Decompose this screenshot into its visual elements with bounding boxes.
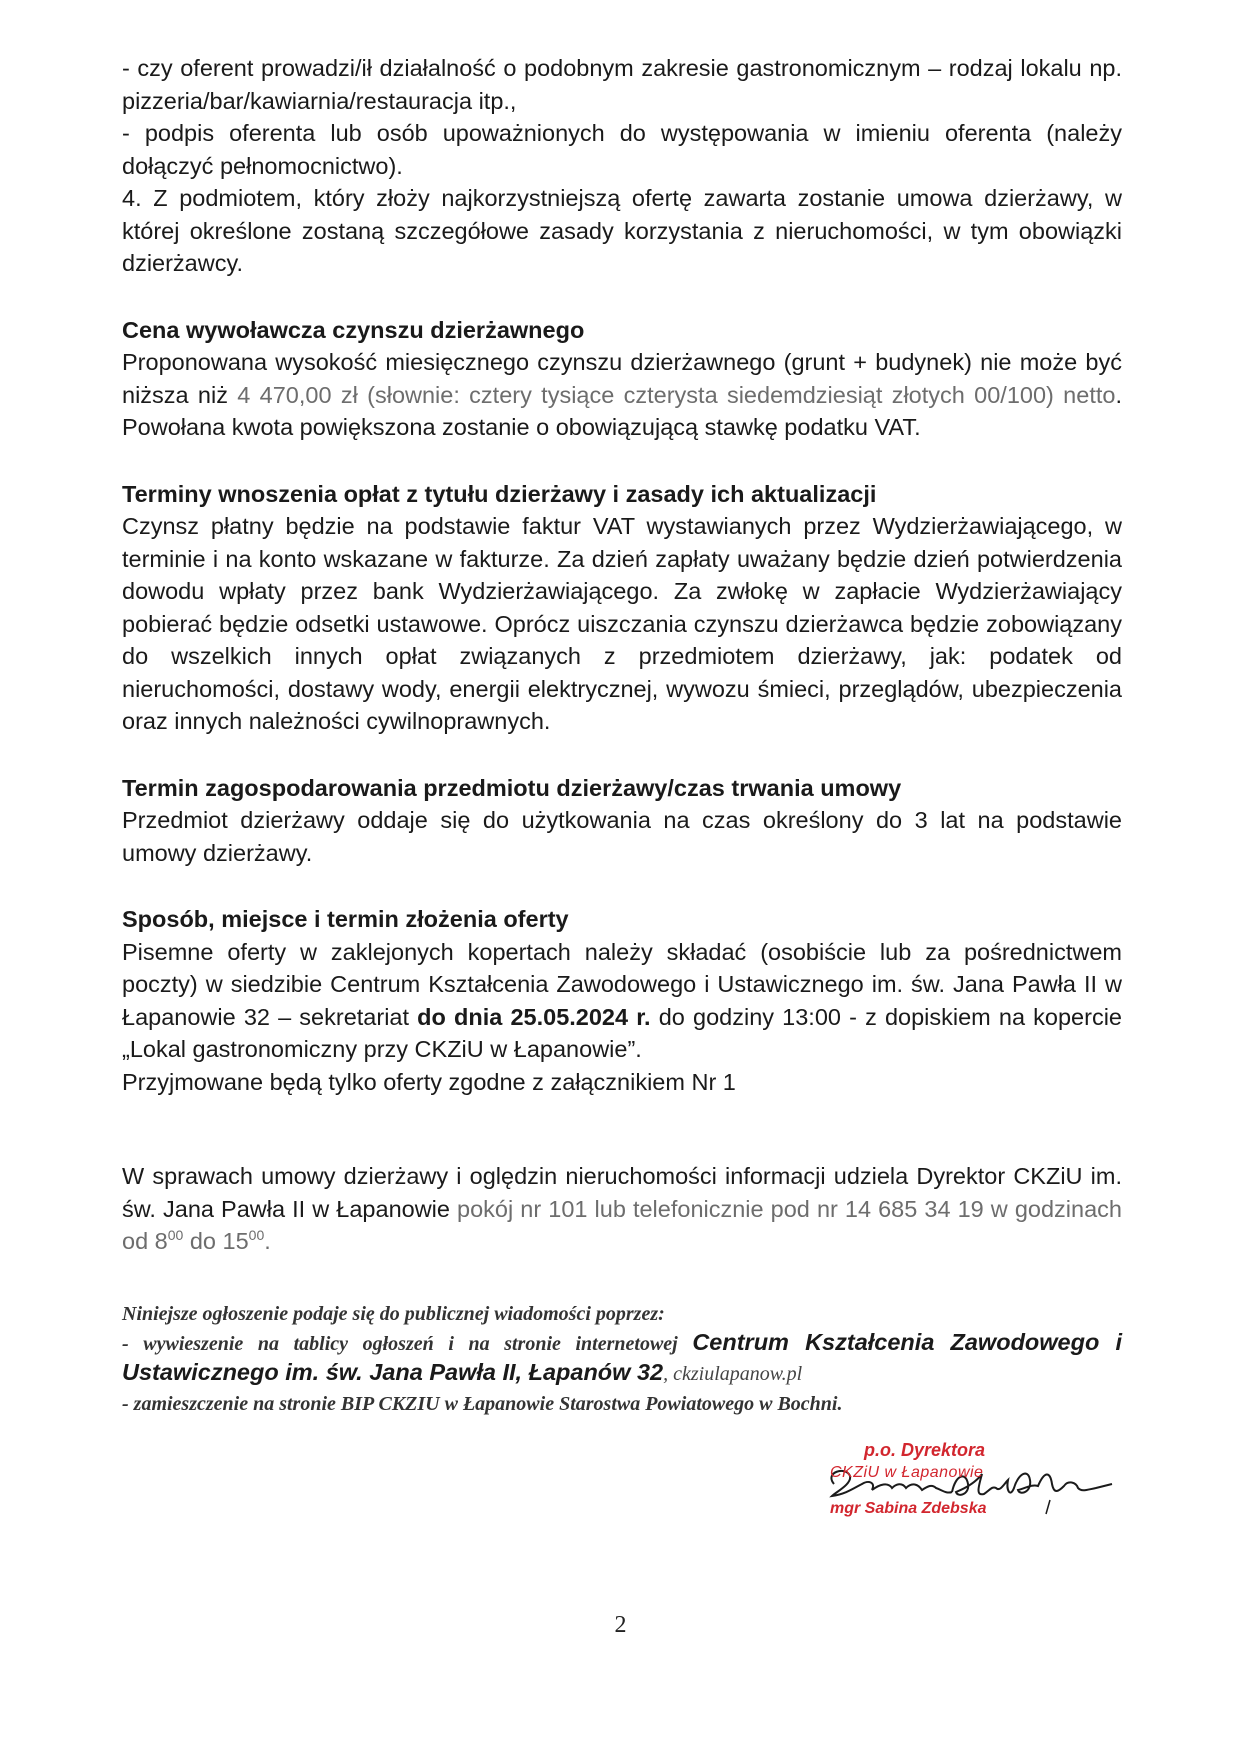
offer-text-a: Pisemne oferty w zaklejonych kopertach należy składać (osobiście lub za pośrednictwem poczty) w siedzibie Centrum Kształcenia Zawodowego i Ustawicznego im. św. Jana Pawła II w Łapanowie 32 – sekretariat bbox=[122, 938, 1122, 1030]
offer-section bbox=[122, 903, 1122, 1098]
notice-bip-line: - zamieszczenie na stronie BIP CKZIU w Łapanowie Starostwa Powiatowego w Bochni. bbox=[122, 1392, 843, 1415]
contact-text-c: do 15 bbox=[183, 1228, 249, 1254]
stamp-organization: CKZiU w Łapanowie bbox=[830, 1464, 984, 1481]
notice-board-line: - wywieszenie na tablicy ogłoszeń i na stronie internetowej Centrum Kształcenia Zawodowego i Ustawicznego im. św. Jana Pawła II, Łapanów 32, ckziulapanow.pl bbox=[122, 1328, 1122, 1385]
contact-phone-hours: pokój nr 101 lub telefonicznie pod nr 14 685 34 19 w godzinach od 8 bbox=[122, 1195, 1122, 1254]
page-number: 2 bbox=[614, 1612, 627, 1638]
requirement-signature: - podpis oferenta lub osób upoważnionych do występowania w imieniu oferenta (należy dołączyć pełnomocnictwo). bbox=[122, 120, 1122, 179]
offer-text-b: do godziny 13:00 - z dopiskiem na kopercie „Lokal gastronomiczny przy CKZiU w Łapanowie”. bbox=[122, 1003, 1122, 1062]
term-text: Przedmiot dzierżawy oddaje się do użytkowania na czas określony do 3 lat na podstawie umowy dzierżawy. bbox=[122, 807, 1122, 866]
point-4-contract: 4. Z podmiotem, który złoży najkorzystniejszą ofertę zawarta zostanie umowa dzierżawy, w której określone zostaną szczegółowe zasady korzystania z nieruchomości, w tym obowiązki dzierżawcy. bbox=[122, 185, 1122, 276]
contact-section bbox=[122, 1160, 1122, 1258]
term-heading: Termin zagospodarowania przedmiotu dzierżawy/czas trwania umowy bbox=[122, 774, 902, 801]
publication-notice bbox=[122, 1298, 1122, 1418]
offer-heading: Sposób, miejsce i termin złożenia oferty bbox=[122, 906, 569, 932]
stamp-title: p.o. Dyrektora bbox=[864, 1440, 986, 1460]
payment-heading: Terminy wnoszenia opłat z tytułu dzierżawy i zasady ich aktualizacji bbox=[122, 480, 877, 507]
notice-institution: Centrum Kształcenia Zawodowego i Ustawicznego im. św. Jana Pawła II, Łapanów 32 bbox=[122, 1328, 1122, 1385]
offer-attachment-note: Przyjmowane będą tylko oferty zgodne z załącznikiem Nr 1 bbox=[122, 1068, 736, 1095]
notice-website: , ckziulapanow.pl bbox=[663, 1362, 803, 1385]
price-amount: 4 470,00 zł (słownie: cztery tysiące czterysta siedemdziesiąt złotych 00/100) netto bbox=[237, 381, 1116, 408]
payment-section bbox=[122, 478, 1122, 738]
offer-text bbox=[122, 936, 1122, 1066]
contact-text bbox=[122, 1160, 1122, 1258]
offer-deadline: do dnia 25.05.2024 r. bbox=[417, 1003, 651, 1030]
price-section bbox=[122, 314, 1122, 444]
term-section bbox=[122, 772, 1122, 870]
price-heading: Cena wywoławcza czynszu dzierżawnego bbox=[122, 316, 585, 343]
price-text-c: . Powołana kwota powiększona zostanie o obowiązującą stawkę podatku VAT. bbox=[122, 381, 1122, 440]
price-text bbox=[122, 346, 1122, 444]
requirement-business-type: - czy oferent prowadzi/ił działalność o podobnym zakresie gastronomicznym – rodzaj lokalu np. pizzeria/bar/kawiarnia/restauracja itp., bbox=[122, 55, 1122, 114]
price-text-a: Proponowana wysokość miesięcznego czynszu dzierżawnego (grunt + budynek) nie może być niższa niż bbox=[122, 349, 1122, 408]
document-body bbox=[122, 52, 1122, 1418]
notice-intro: Niniejsze ogłoszenie podaje się do publicznej wiadomości poprzez: bbox=[122, 1302, 665, 1325]
contact-hour-to-sup: 00 bbox=[248, 1227, 265, 1243]
payment-text: Czynsz płatny będzie na podstawie faktur VAT wystawianych przez Wydzierżawiającego, w terminie i na konto wskazane w fakturze. Za dzień zapłaty uważany będzie dzień potwierdzenia dowodu wpłaty przez bank Wydzierżawiającego. Za zwłokę w zapłacie Wydzierżawiający pobierać będzie odsetki ustawowe. Oprócz uiszczania czynszu dzierżawca będzie zobowiązany do wszelkich innych opłat związanych z przedmiotem dzierżawy, jak: podatek od nieruchomości, dostawy wody, energii elektrycznej, wywozu śmieci, przeglądów, ubezpieczenia oraz innych należności cywilnoprawnych. bbox=[122, 513, 1122, 734]
stamp-name: mgr Sabina Zdebska bbox=[830, 1500, 987, 1517]
contact-hour-from-sup: 00 bbox=[167, 1227, 184, 1243]
contact-text-d: . bbox=[264, 1228, 271, 1254]
director-stamp bbox=[800, 1438, 1120, 1548]
contact-text-a: W sprawach umowy dzierżawy i oględzin nieruchomości informacji udziela Dyrektor CKZiU im. św. Jana Pawła II w Łapanowie bbox=[122, 1163, 1122, 1222]
